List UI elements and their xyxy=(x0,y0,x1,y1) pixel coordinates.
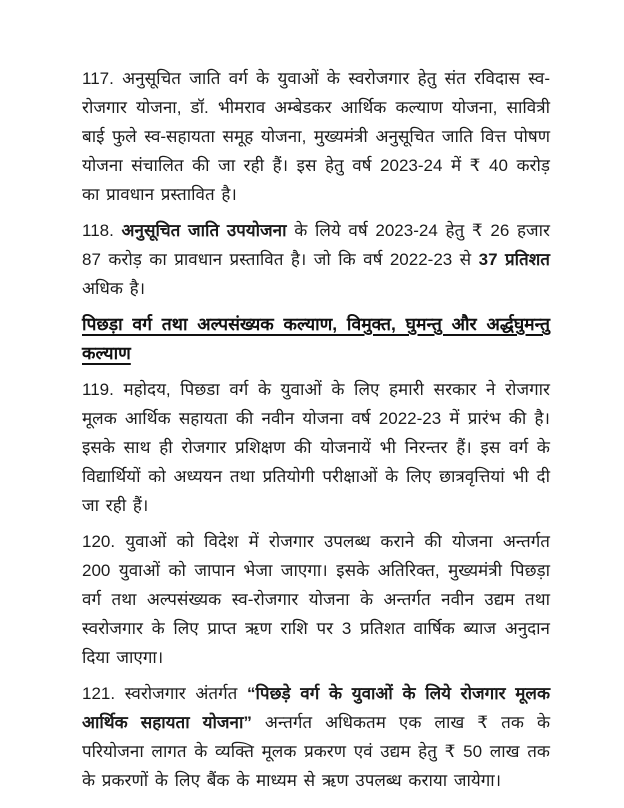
bold-text-run: पिछड़ा वर्ग तथा अल्पसंख्यक कल्याण, विमुक्त, घुमन्तु और अर्द्धघुमन्तु कल्याण xyxy=(82,314,550,363)
text-run: के लिये वर्ष 2023-24 हेतु ₹ 26 हजार 87 करोड़ का प्रावधान प्रस्तावित है। जो कि वर्ष 2022-23 से xyxy=(82,221,550,269)
section-heading-backward-classes-welfare xyxy=(82,310,550,368)
text-run: अन्तर्गत अधिकतम एक लाख ₹ तक के परियोजना लागत के व्यक्ति मूलक प्रकरण एवं उद्यम हेतु ₹ 50 लाख तक के प्रकरणों के लिए बैंक के माध्यम से ऋण उपलब्ध कराया जायेगा। xyxy=(82,713,551,790)
paragraph-119 xyxy=(82,375,550,520)
paragraph-118 xyxy=(82,216,550,303)
document-body xyxy=(82,64,550,795)
bold-text-run: 37 प्रतिशत xyxy=(478,250,550,269)
paragraph-120 xyxy=(82,527,550,672)
bold-text-run: अनुसूचित जाति उपयोजना xyxy=(121,221,287,240)
paragraph-117 xyxy=(82,64,550,209)
text-run: 120. युवाओं को विदेश में रोजगार उपलब्ध कराने की योजना अन्तर्गत 200 युवाओं को जापान भेजा जाएगा। इसके अतिरिक्त, मुख्यमंत्री पिछड़ा वर्ग तथा अल्पसंख्यक स्व-रोजगार योजना के अन्तर्गत नवीन उद्यम तथा स्वरोजगार के लिए प्राप्त ऋण राशि पर 3 प्रतिशत वार्षिक ब्याज अनुदान दिया जाएगा। xyxy=(82,532,550,667)
bold-text-run: “पिछड़े वर्ग के युवाओं के लिये रोजगार मूलक आर्थिक सहायता योजना” xyxy=(82,684,550,732)
text-run: 119. महोदय, पिछडा वर्ग के युवाओं के लिए हमारी सरकार ने रोजगार मूलक आर्थिक सहायता की नवीन योजना वर्ष 2022-23 में प्रारंभ की है। इसके साथ ही रोजगार प्रशिक्षण की योजनायें भी निरन्तर हैं। इस वर्ग के विद्यार्थियों को अध्ययन तथा प्रतियोगी परीक्षाओं के लिए छात्रवृत्तियां भी दी जा रही हैं। xyxy=(82,380,550,515)
text-run: अधिक है। xyxy=(82,279,146,298)
paragraph-121 xyxy=(82,679,550,795)
text-run: 121. स्वरोजगार अंतर्गत xyxy=(82,684,248,703)
text-run: 117. अनुसूचित जाति वर्ग के युवाओं के स्वरोजगार हेतु संत रविदास स्व-रोजगार योजना, डॉ. भीमराव अम्बेडकर आर्थिक कल्याण योजना, सावित्री बाई फुले स्व-सहायता समूह योजना, मुख्यमंत्री अनुसूचित जाति वित्त पोषण योजना संचालित की जा रही हैं। इस हेतु वर्ष 2023-24 में ₹ 40 करोड़ का प्रावधान प्रस्तावित है। xyxy=(82,69,550,204)
text-run: 118. xyxy=(82,221,122,240)
